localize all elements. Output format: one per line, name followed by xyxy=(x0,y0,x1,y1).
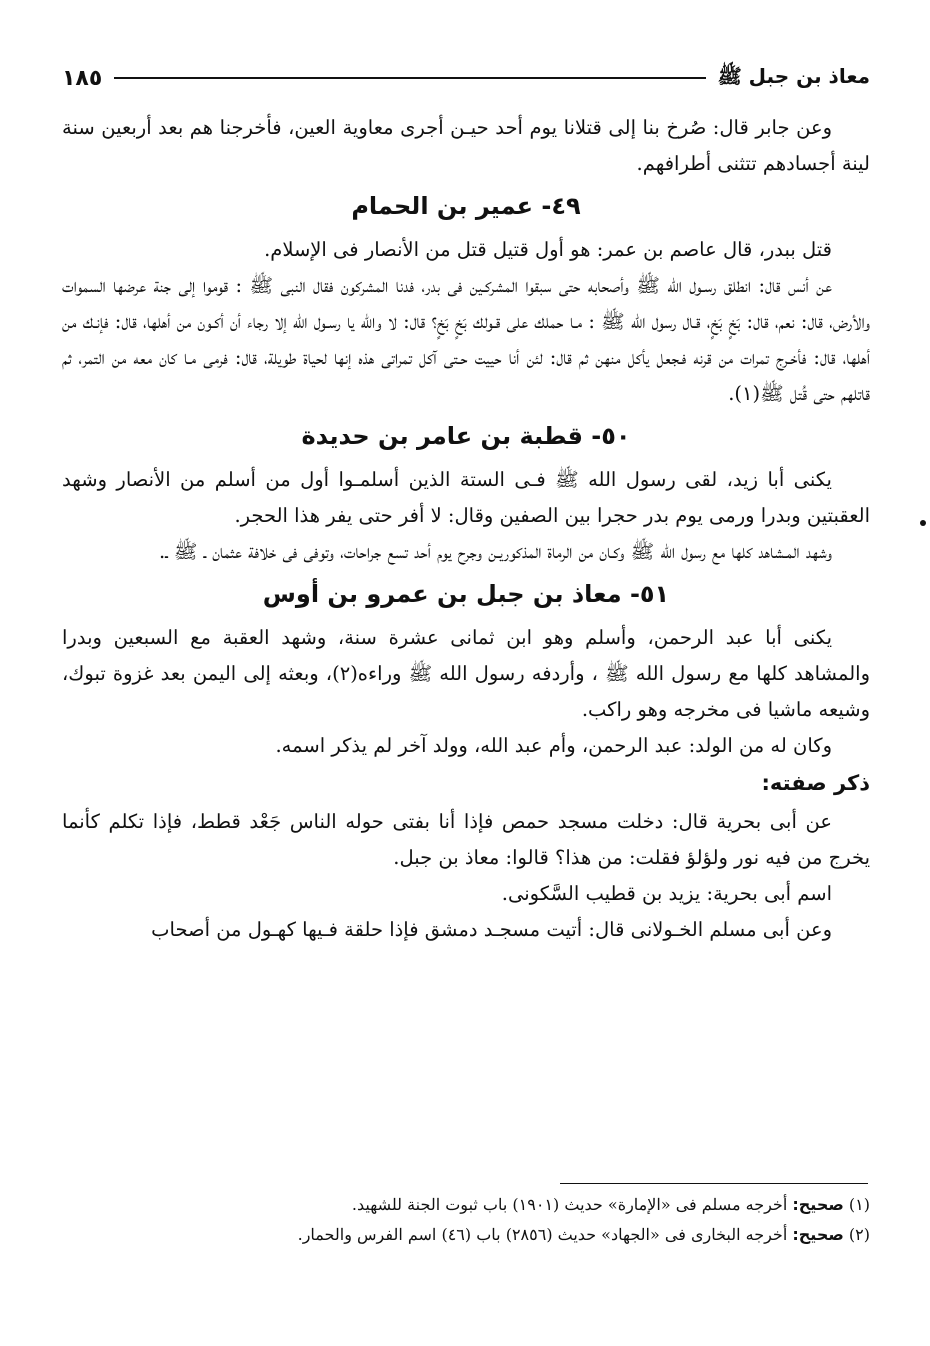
footnote-number: (٢) xyxy=(848,1225,870,1244)
footnote xyxy=(62,1190,870,1220)
footnote-number: (١) xyxy=(848,1195,870,1214)
footnote xyxy=(62,1220,870,1250)
page-header xyxy=(62,58,870,98)
footnote-label: صحيح: xyxy=(792,1195,844,1214)
paragraph: يكنى أبا زيد، لقى رسول الله ﷺ فـى الستة الذين أسلمـوا أول من أسلم من الأنصار وشهد العقبتين وبدرا ورمى يوم بدر حجرا بين الصفين وقال: لا أفر حتى يفر هذا الحجر. xyxy=(62,468,870,527)
subsection-heading: ذكر صفته: xyxy=(761,771,870,795)
running-title: معاذ بن جبل ﷺ xyxy=(717,63,870,88)
section-heading: ٥٠- قطبة بن عامر بن حديدة xyxy=(301,422,631,450)
header-rule xyxy=(114,77,705,79)
body-text xyxy=(62,110,870,948)
footnote-text: أخرجه مسلم فى «الإمارة» حديث (١٩٠١) باب ثبوت الجنة للشهيد. xyxy=(351,1195,788,1214)
paragraph: قتل ببدر، قال عاصم بن عمر: هو أول قتيل قتل من الأنصار فى الإسلام. xyxy=(264,238,832,261)
footnote-rule xyxy=(560,1183,868,1184)
paragraph: عن أبى بحرية قال: دخلت مسجد حمص فإذا أنا بفتى حوله الناس جَعْد قطط، فإذا تكلم كأنما يخرج من فيه نور ولؤلؤ فقلت: من هذا؟ قالوا: معاذ بن جبل. xyxy=(62,810,870,869)
section-heading: ٤٩- عمير بن الحمام xyxy=(351,192,581,220)
page-number: ١٨٥ xyxy=(62,65,103,91)
paragraph: اسم أبى بحرية: يزيد بن قطيب السَّكونى. xyxy=(501,882,832,905)
section-heading: ٥١- معاذ بن جبل بن عمرو بن أوس xyxy=(262,580,670,608)
paragraph: يكنى أبا عبد الرحمن، وأسلم وهو ابن ثمانى عشرة سنة، وشهد العقبة مع السبعين وبدرا والمشاهد كلها مع رسول الله ﷺ ، وأردفه رسول الله ﷺ وراءه(٢)، وبعثه إلى اليمن بعد غزوة تبوك، وشيعه ماشيا فى مخرجه وهو راكب. xyxy=(62,626,870,721)
footnote-label: صحيح: xyxy=(792,1225,844,1244)
paragraph: وشهد المـشاهد كلها مع رسول الله ﷺ وكـان من الرماة المذكوريـن وجرح يوم أحد تسع جراحات، وتوفى فى خلافة عثمان ـ ﷺ ـ. xyxy=(159,540,832,563)
footnotes xyxy=(62,1190,870,1250)
paragraph: وعن أبى مسلم الخـولانى قال: أتيت مسجـد دمشق فإذا حلقة فـيها كهـول من أصحاب xyxy=(151,918,832,941)
paragraph: وعن جابر قال: صُرخ بنا إلى قتلانا يوم أحد حيـن أجرى معاوية العين، فأخرجنا هم بعد أربعين سنة لينة أجسادهم تتثنى أطرافهم. xyxy=(62,116,870,175)
paragraph: عن أنس قال: انطلق رسـول الله ﷺ وأصحابه حتى سبقوا المشركـين فى بدر، فدنا المشركون فقال النبى ﷺ : قوموا إلى جنة عرضها السموات والأرض، قال: نعم، قال: بَخٍ بَخٍ، قـال رسول الله ﷺ : مـا حملك على قـولك بَخٍ بَخٍ؟ قال: لا والله يا رسـول الله إلا رجاء أن أكـون من أهلها، قال: فإنـك من أهلها، قال: فأخـرج تمرات من قرنه فـجعل يأكل منهن ثم قال: لئن أنا حييت حـتى آكل تمراتى هذه إنها لحياة طويلة، قال: فرمى مـا كان معه من التمر، ثم قاتلهم حتى قُتل ﷺ(١). xyxy=(62,274,870,405)
footnote-text: أخرجه البخارى فى «الجهاد» حديث (٢٨٥٦) باب (٤٦) اسم الفرس والحمار. xyxy=(297,1225,788,1244)
margin-dot xyxy=(920,520,926,526)
paragraph: وكان له من الولد: عبد الرحمن، وأم عبد الله، وولد آخر لم يذكر اسمه. xyxy=(275,734,832,757)
